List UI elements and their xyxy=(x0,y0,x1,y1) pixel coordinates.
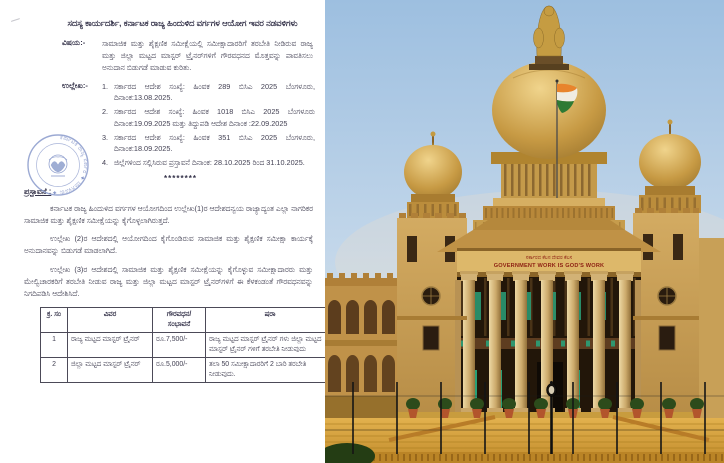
proposal-paragraph: ಉಲ್ಲೇಖ (3)ರ ಆದೇಶದಲ್ಲಿ ಸಾಮಾಜಿಕ ಮತ್ತು ಶೈಕ್ಷಣಿಕ ಸಮೀಕ್ಷೆಯನ್ನು ಕೈಗೊಳ್ಳುವ ಸಮೀಕ್ಷಾದಾರರು ಮತ್ತು ಮೇಲ್ವಿಚಾರಕರಿಗೆ ತರಬೇತಿ ನೀಡುವ ರಾಜ್ಯ ಮತ್ತು ಜಿಲ್ಲಾ ಮಟ್ಟದ ಮಾಸ್ಟರ್ ಟ್ರೈನರ್‌ಗಳಿಗೆ ಈ ಕೆಳಕಂಡಂತೆ ಗೌರವಧನವನ್ನು ನಿಗದಿಪಡಿಸಿ ಆದೇಶಿಸಿದೆ. xyxy=(24,265,313,299)
subject-text: ಸಾಮಾಜಿಕ ಮತ್ತು ಶೈಕ್ಷಣಿಕ ಸಮೀಕ್ಷೆಯಲ್ಲಿ ಸಮೀಕ್ಷಾದಾರರಿಗೆ ತರಬೇತಿ ನೀಡಿರುವ ರಾಜ್ಯ ಮತ್ತು ಜಿಲ್ಲಾ ಮಟ್ಟದ ಮಾಸ್ಟರ್ ಟ್ರೈನರ್‌ಗಳಿಗೆ ಗೌರವಧನದ ಮೊತ್ತವನ್ನು ಪಾವತಿಸಲು ಅನುದಾನ ಬಿಡುಗಡೆ ಮಾಡುವ ಕುರಿತು. xyxy=(102,38,313,72)
cell-amount: ರೂ.7,500/- xyxy=(153,333,206,358)
table-row xyxy=(41,333,335,358)
inscription-kannada: ಸರ್ಕಾರದ ಕೆಲಸ ದೇವರ ಕೆಲಸ xyxy=(525,255,573,261)
separator-stars: ******** xyxy=(164,173,197,183)
medallion-window xyxy=(658,287,676,305)
proposal-heading: ಪ್ರಸ್ತಾವನೆ : xyxy=(24,186,52,196)
vidhana-soudha-photo xyxy=(325,0,724,463)
col-header-detail: ವಿವರ xyxy=(68,308,153,333)
proposal-paragraph: ಉಲ್ಲೇಖ (2)ರ ಆದೇಶದಲ್ಲಿ ಆಯೋಗದಿಂದ ಕೈಗೊಂಡಿರುವ ಸಾಮಾಜಿಕ ಮತ್ತು ಶೈಕ್ಷಣಿಕ ಸಮೀಕ್ಷಾ ಕಾರ್ಯಕ್ಕೆ ಅನುದಾನವನ್ನು ಬಿಡುಗಡೆ ಮಾಡಲಾಗಿದೆ. xyxy=(24,234,313,256)
document-title: ಸದಸ್ಯ ಕಾರ್ಯದರ್ಶಿ, ಕರ್ನಾಟಕ ರಾಜ್ಯ ಹಿಂದುಳಿದ ವರ್ಗಗಳ ಆಯೋಗ ಇವರ ನಡವಳಿಗಳು xyxy=(67,18,298,28)
reference-item xyxy=(102,106,315,129)
reference-item xyxy=(102,157,315,169)
cell-remark: ತಲಾ 50 ಸಮೀಕ್ಷಾದಾರರಿಗೆ 2 ಬಾರಿ ತರಬೇತಿ ನೀಡುವುದು. xyxy=(206,358,335,383)
reference-number: 2. xyxy=(102,107,109,117)
subject-row xyxy=(62,38,317,74)
col-header-remark: ಷರಾ xyxy=(206,308,335,333)
reference-text: ಜಿಲ್ಲೆಗಳಿಂದ ಸಲ್ಲಿಸಿರುವ ಪ್ರಸ್ತಾವನೆ ದಿನಾಂಕ: 28.10.2025 ರಿಂದ 31.10.2025. xyxy=(114,157,305,167)
honorarium-table xyxy=(40,307,335,383)
medallion-window xyxy=(422,287,440,305)
table-header-row xyxy=(41,308,335,333)
pencil-mark xyxy=(11,11,22,22)
reference-text: ಸರ್ಕಾರದ ಆದೇಶ ಸಂಖ್ಯೆ: ಹಿಂವಕ 1018 ಬಿಸಿಎ 2025 ಬೆಂಗಳೂರು ದಿನಾಂಕ:19.09.2025 ಮತ್ತು ತಿದ್ದುಪಡಿ ಆದೇಶ ದಿನಾಂಕ :22.09.2025 xyxy=(114,107,315,128)
table-row xyxy=(41,358,335,383)
cell-slno: 1 xyxy=(41,333,68,358)
proposal-paragraph: ಕರ್ನಾಟಕ ರಾಜ್ಯ ಹಿಂದುಳಿದ ವರ್ಗಗಳ ಆಯೋಗದಿಂದ ಉಲ್ಲೇಖ(1)ರ ಆದೇಶದನ್ವಯ ರಾಜ್ಯಾದ್ಯಂತ ಎಲ್ಲಾ ನಾಗರಿಕರ ಸಾಮಾಜಿಕ ಮತ್ತು ಶೈಕ್ಷಣಿಕ ಸಮೀಕ್ಷೆಯನ್ನು ಕೈಗೊಳ್ಳಲಾಗಿರುತ್ತದೆ. xyxy=(24,203,313,225)
cell-detail: ಜಿಲ್ಲಾ ಮಟ್ಟದ ಮಾಸ್ಟರ್ ಟ್ರೈನರ್ xyxy=(68,358,153,383)
vidhana-soudha-illustration xyxy=(325,0,724,463)
reference-text: ಸರ್ಕಾರದ ಆದೇಶ ಸಂಖ್ಯೆ: ಹಿಂವಕ 289 ಬಿಸಿಎ 2025 ಬೆಂಗಳೂರು, ದಿನಾಂಕ:13.08.2025. xyxy=(114,81,315,103)
col-header-amount: ಗೌರವಧನ/ ಸಂಭಾವನೆ xyxy=(153,308,206,333)
col-header-slno: ಕ್ರ. ಸಂ xyxy=(41,308,68,333)
inscription-english: GOVERNMENT WORK IS GOD'S WORK xyxy=(493,263,605,269)
cell-amount: ರೂ.5,000/- xyxy=(153,358,206,383)
seal-ring-text: ಕರ್ನಾಟಕ ರಾಜ್ಯ ಸರ್ಕಾರ ✦ ಬೆಂಗಳೂರು ✦ xyxy=(51,135,89,196)
gandaberunda-emblem-icon xyxy=(49,155,67,176)
reference-item xyxy=(102,132,315,155)
reference-label: ಉಲ್ಲೇಖ:- xyxy=(62,80,88,90)
cell-slno: 2 xyxy=(41,358,68,383)
front-steps xyxy=(325,412,724,463)
document-page xyxy=(0,0,325,463)
cell-remark: ರಾಜ್ಯ ಮಟ್ಟದ ಮಾಸ್ಟರ್ ಟ್ರೈನರ್ ಗಳು ಜಿಲ್ಲಾ ಮಟ್ಟದ ಮಾಸ್ಟರ್ ಟ್ರೈನರ್ ಗಳಿಗೆ ತರಬೇತಿ ನೀಡುವುದು xyxy=(206,333,335,358)
subject-label: ವಿಷಯ:- xyxy=(62,37,86,47)
cell-detail: ರಾಜ್ಯ ಮಟ್ಟದ ಮಾಸ್ಟರ್ ಟ್ರೈನರ್ xyxy=(68,333,153,358)
reference-text: ಸರ್ಕಾರದ ಆದೇಶ ಸಂಖ್ಯೆ: ಹಿಂವಕ 351 ಬಿಸಿಎ 2025 ಬೆಂಗಳೂರು, ದಿನಾಂಕ:18.09.2025. xyxy=(114,132,315,154)
reference-list xyxy=(102,81,317,171)
reference-item xyxy=(102,81,315,104)
reference-number: 3. xyxy=(102,132,109,142)
official-seal xyxy=(25,130,91,200)
reference-number: 4. xyxy=(102,157,109,167)
reference-row xyxy=(62,81,317,171)
reference-number: 1. xyxy=(102,81,109,91)
